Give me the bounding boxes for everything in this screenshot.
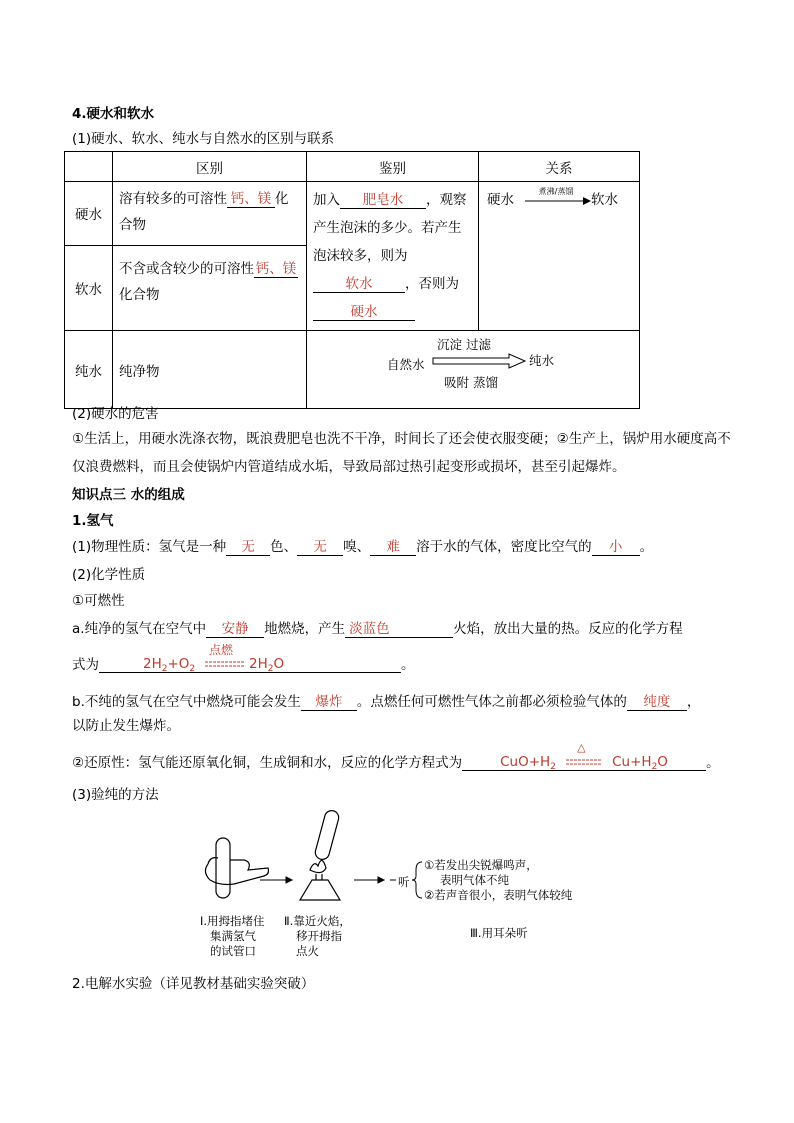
soft-diff-text: 不含或含较少的可溶性	[119, 260, 254, 277]
equals-icon	[205, 660, 245, 668]
flow-to: 纯水	[529, 353, 555, 368]
identify-mid: ，观察产生泡沫的多少。若产生泡沫较多，则为	[313, 192, 467, 264]
header-relation: 关系	[479, 152, 640, 182]
relation-from: 硬水	[487, 192, 514, 208]
cell-pure-flow	[307, 331, 640, 409]
row-label-soft-water: 软水	[65, 245, 113, 330]
step2-caption: Ⅱ.靠近火焰， 移开拇指 点火	[284, 914, 351, 958]
header-identify: 鉴别	[307, 152, 479, 182]
fill-lighter: 小	[592, 539, 640, 556]
identify-mid2: ，否则为	[405, 276, 459, 292]
combustibility-title: ①可燃性	[72, 593, 125, 609]
cell-identify	[307, 182, 479, 331]
fill-purity: 纯度	[627, 694, 687, 711]
listen-label: 听	[398, 875, 410, 889]
hydrogen-title: 1.氢气	[72, 513, 114, 529]
subsection-title: (2)硬水的危害	[72, 406, 159, 422]
row-label-pure-water: 纯水	[65, 331, 113, 409]
flow-bottom-label: 吸附 蒸馏	[444, 375, 498, 390]
comparison-table	[64, 151, 640, 409]
hard-diff-fill: 钙、镁	[227, 191, 275, 208]
impure-combustion-line2: 以防止发生爆炸。	[72, 718, 180, 734]
identify-fill-hard: 硬水	[313, 304, 415, 321]
fill-insoluble: 难	[370, 539, 416, 556]
condition-ignite: 点燃	[209, 643, 234, 657]
subsection-title: (3)验纯的方法	[72, 787, 159, 803]
cell-pure-diff: 纯净物	[113, 331, 307, 409]
knowledge-point-title: 知识点三 水的组成	[72, 487, 185, 503]
result-list: ①若发出尖锐爆鸣声， 表明气体不纯 ②若声音很小，表明气体较纯	[424, 858, 573, 902]
flame-burner-icon	[300, 809, 340, 900]
equals-icon	[566, 758, 602, 766]
equation-combustion: $2H_2+O_2$ 点燃 $2H_2O$	[99, 656, 401, 673]
fill-pale-blue: 淡蓝色	[345, 621, 453, 638]
section-title: 4.硬水和软水	[72, 106, 155, 122]
identify-pre: 加入	[313, 192, 340, 208]
impure-combustion-line: b.不纯的氢气在空气中燃烧可能会发生 爆炸 。点燃任何可燃性气体之前都必须检验气体的 纯度 ，	[72, 694, 701, 710]
relation-arrow-icon	[525, 196, 591, 206]
soft-diff-post: 化合物	[119, 286, 160, 303]
equation-line-combustion: 式为 $2H_2+O_2$ 点燃 $2H_2O$ 。	[72, 643, 415, 674]
brace-icon	[412, 862, 422, 898]
identify-fill-soft: 软水	[313, 276, 405, 293]
cell-soft-diff	[113, 245, 307, 330]
harm-paragraph: ①生活上，用硬水洗涤衣物，既浪费肥皂也洗不干净，时间长了还会使衣服变硬；②生产上，锅炉用水硬度高不仅浪费燃料，而且会使锅炉内管道结成水垢，导致局部过热引起变形或损坏，甚至引起爆炸。	[72, 431, 731, 475]
fill-explosion: 爆炸	[301, 694, 357, 711]
subsection-title: (1)硬水、软水、纯水与自然水的区别与联系	[72, 131, 335, 147]
table-corner	[65, 152, 113, 182]
pure-combustion-line: a.纯净的氢气在空气中 安静 地燃烧，产生 淡蓝色 火焰，放出大量的热。反应的化学方程	[72, 621, 683, 637]
relation-arrow-label: 煮沸/蒸馏	[538, 187, 574, 196]
soft-diff-fill: 钙、镁	[255, 260, 297, 277]
fill-odorless: 无	[297, 539, 343, 556]
fill-colorless: 无	[226, 539, 270, 556]
section-title-electrolysis: 2.电解水实验（详见教材基础实验突破）	[72, 976, 315, 992]
chem-title: (2)化学性质	[72, 567, 146, 583]
identify-fill-soap: 肥皂水	[340, 192, 426, 209]
cell-hard-diff	[113, 182, 307, 246]
step1-caption: Ⅰ.用拇指堵住 集满氢气 的试管口	[200, 914, 265, 958]
flow-arrow-icon	[431, 353, 527, 369]
physical-properties-line: (1)物理性质：氢气是一种 无 色、 无 嗅、 难 溶于水的气体，密度比空气的 小 。	[72, 539, 654, 555]
flow-from: 自然水	[387, 357, 425, 372]
fill-quietly: 安静	[206, 621, 264, 638]
hard-diff-post: 化合物	[119, 191, 289, 233]
header-difference: 区别	[113, 152, 307, 182]
hand-tube-icon	[205, 838, 268, 898]
flow-top-label: 沉淀 过滤	[437, 337, 491, 352]
step3-caption: Ⅲ.用耳朵听	[470, 926, 528, 940]
row-label-hard-water: 硬水	[65, 182, 113, 246]
equation-reduction: $CuO+H_2$ △ $Cu+H_2O$	[462, 754, 706, 771]
relation-to: 软水	[591, 192, 618, 208]
cell-relation	[479, 182, 640, 331]
reduction-line: ②还原性：氢气能还原氧化铜，生成铜和水，反应的化学方程式为 $CuO+H_2$ △ $Cu+H_2O$ 。	[72, 741, 720, 772]
hard-diff-text: 溶有较多的可溶性	[119, 191, 227, 207]
condition-heat-icon: △	[577, 741, 586, 754]
